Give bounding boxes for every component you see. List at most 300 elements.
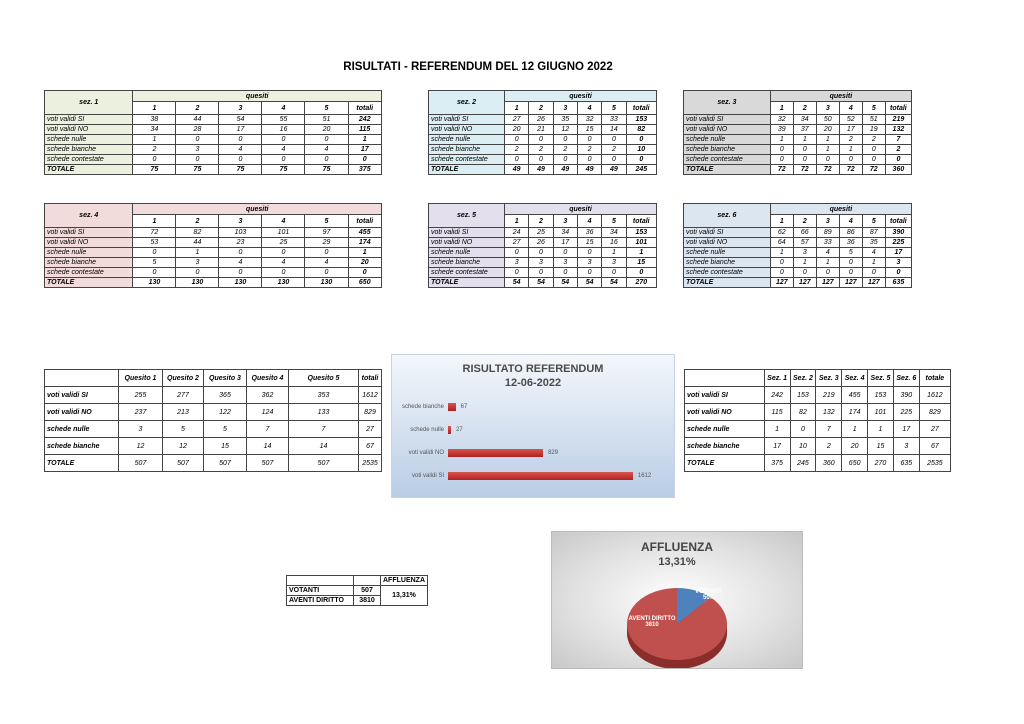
row-label: TOTALE	[685, 455, 765, 472]
column-header: 2	[529, 102, 553, 115]
cell-value: 54	[602, 278, 626, 288]
section-name: sez. 6	[684, 204, 771, 228]
bar-category-label: voti validi NO	[408, 450, 444, 456]
cell-value: 14	[602, 125, 626, 135]
cell-value: 2	[505, 145, 529, 155]
cell-value: 4	[305, 145, 348, 155]
cell-value: 17	[219, 125, 262, 135]
cell-value: 455	[348, 228, 382, 238]
column-header: totali	[359, 370, 382, 387]
cell-value: 1	[602, 248, 626, 258]
cell-value: 26	[529, 238, 553, 248]
cell-value: 2	[885, 145, 911, 155]
column-header: 5	[602, 215, 626, 228]
cell-value: 34	[602, 228, 626, 238]
quesiti-header: quesiti	[505, 204, 657, 215]
cell-value: 101	[626, 238, 656, 248]
affluenza-table	[286, 575, 428, 606]
cell-value: 1	[793, 258, 816, 268]
cell-value: 0	[305, 135, 348, 145]
row-label: schede bianche	[45, 258, 133, 268]
cell-value: 36	[839, 238, 862, 248]
cell-value: 57	[793, 238, 816, 248]
cell-value: 174	[842, 404, 868, 421]
cell-value: 0	[176, 135, 219, 145]
cell-value: 0	[793, 268, 816, 278]
cell-value: 0	[862, 155, 885, 165]
cell-value: 15	[577, 125, 601, 135]
row-label: voti validi NO	[45, 238, 133, 248]
cell-value: 2	[133, 145, 176, 155]
votanti-value: 507	[354, 586, 381, 596]
cell-value: 0	[577, 248, 601, 258]
cell-value: 3	[529, 258, 553, 268]
row-label: voti validi SI	[429, 228, 505, 238]
cell-value: 0	[176, 155, 219, 165]
cell-value: 0	[553, 155, 577, 165]
cell-value: 1	[176, 248, 219, 258]
cell-value: 829	[359, 404, 382, 421]
column-header: 2	[176, 102, 219, 115]
column-header: 4	[577, 215, 601, 228]
cell-value: 12	[553, 125, 577, 135]
cell-value: 27	[359, 421, 382, 438]
cell-value: 103	[219, 228, 262, 238]
cell-value: 0	[219, 135, 262, 145]
cell-value: 0	[553, 248, 577, 258]
cell-value: 33	[602, 115, 626, 125]
cell-value: 507	[119, 455, 163, 472]
cell-value: 28	[176, 125, 219, 135]
cell-value: 4	[305, 258, 348, 268]
column-header: Quesito 1	[119, 370, 163, 387]
cell-value: 2	[816, 438, 842, 455]
cell-value: 237	[119, 404, 163, 421]
row-label: TOTALE	[45, 165, 133, 175]
cell-value: 82	[176, 228, 219, 238]
row-label: schede bianche	[429, 258, 505, 268]
column-header: 4	[839, 215, 862, 228]
section-table-5	[428, 203, 657, 288]
cell-value: 38	[133, 115, 176, 125]
row-label: schede nulle	[45, 248, 133, 258]
cell-value: 132	[816, 404, 842, 421]
cell-value: 277	[163, 387, 204, 404]
cell-value: 2535	[359, 455, 382, 472]
cell-value: 27	[505, 238, 529, 248]
row-label: schede contestate	[429, 155, 505, 165]
corner-cell	[45, 370, 119, 387]
cell-value: 174	[348, 238, 382, 248]
cell-value: 362	[247, 387, 289, 404]
row-label: schede bianche	[429, 145, 505, 155]
cell-value: 17	[764, 438, 790, 455]
column-header: Quesito 5	[289, 370, 359, 387]
column-header: 2	[529, 215, 553, 228]
section-name: sez. 3	[684, 91, 771, 115]
cell-value: 72	[770, 165, 793, 175]
cell-value: 72	[839, 165, 862, 175]
column-header: 3	[553, 215, 577, 228]
aventi-diritto-value: 3810	[354, 596, 381, 606]
cell-value: 353	[289, 387, 359, 404]
cell-value: 650	[842, 455, 868, 472]
cell-value: 16	[602, 238, 626, 248]
cell-value: 16	[262, 125, 305, 135]
cell-value: 127	[816, 278, 839, 288]
column-header: Sez. 4	[842, 370, 868, 387]
cell-value: 0	[262, 268, 305, 278]
cell-value: 36	[577, 228, 601, 238]
cell-value: 130	[133, 278, 176, 288]
cell-value: 67	[919, 438, 950, 455]
chart-title: RISULTATO REFERENDUM	[462, 363, 604, 375]
row-label: voti validi SI	[684, 228, 771, 238]
summary-by-section-table	[684, 369, 951, 472]
cell-value: 0	[553, 135, 577, 145]
column-header: Sez. 3	[816, 370, 842, 387]
cell-value: 0	[505, 268, 529, 278]
row-label: voti validi NO	[684, 238, 771, 248]
column-header: Quesito 3	[204, 370, 247, 387]
cell-value: 20	[816, 125, 839, 135]
cell-value: 375	[348, 165, 382, 175]
cell-value: 25	[262, 238, 305, 248]
cell-value: 4	[262, 258, 305, 268]
cell-value: 375	[764, 455, 790, 472]
column-header: Quesito 2	[163, 370, 204, 387]
row-label: voti validi SI	[45, 387, 119, 404]
cell-value: 3	[885, 258, 911, 268]
cell-value: 0	[862, 268, 885, 278]
cell-value: 14	[289, 438, 359, 455]
cell-value: 0	[262, 248, 305, 258]
cell-value: 0	[176, 268, 219, 278]
row-label: TOTALE	[684, 278, 771, 288]
row-label: voti validi NO	[45, 404, 119, 421]
cell-value: 3	[553, 258, 577, 268]
cell-value: 7	[885, 135, 911, 145]
bar-value-label: 67	[460, 404, 468, 410]
cell-value: 0	[305, 248, 348, 258]
cell-value: 67	[359, 438, 382, 455]
cell-value: 1	[348, 248, 382, 258]
column-header: 4	[262, 215, 305, 228]
cell-value: 23	[219, 238, 262, 248]
cell-value: 0	[816, 155, 839, 165]
cell-value: 20	[305, 125, 348, 135]
cell-value: 4	[862, 248, 885, 258]
cell-value: 0	[577, 135, 601, 145]
cell-value: 0	[133, 248, 176, 258]
row-label: schede contestate	[45, 268, 133, 278]
column-header: 3	[816, 102, 839, 115]
affluenza-percent: 13,31%	[381, 586, 428, 606]
section-name: sez. 5	[429, 204, 505, 228]
column-header: 5	[305, 102, 348, 115]
column-header: 5	[305, 215, 348, 228]
row-label: TOTALE	[429, 278, 505, 288]
cell-value: 0	[577, 155, 601, 165]
cell-value: 54	[577, 278, 601, 288]
cell-value: 1	[816, 135, 839, 145]
bar-category-label: schede nulle	[410, 427, 444, 433]
cell-value: 3	[176, 145, 219, 155]
column-header: 2	[793, 215, 816, 228]
cell-value: 0	[305, 155, 348, 165]
cell-value: 1	[862, 258, 885, 268]
cell-value: 4	[262, 145, 305, 155]
cell-value: 0	[219, 155, 262, 165]
cell-value: 64	[770, 238, 793, 248]
cell-value: 20	[505, 125, 529, 135]
column-header: 5	[602, 102, 626, 115]
cell-value: 39	[770, 125, 793, 135]
cell-value: 17	[839, 125, 862, 135]
cell-value: 27	[919, 421, 950, 438]
cell-value: 127	[770, 278, 793, 288]
cell-value: 0	[602, 155, 626, 165]
cell-value: 17	[885, 248, 911, 258]
cell-value: 1	[816, 258, 839, 268]
row-label: schede bianche	[45, 145, 133, 155]
cell-value: 635	[893, 455, 919, 472]
cell-value: 0	[793, 145, 816, 155]
column-header: totali	[626, 215, 656, 228]
cell-value: 75	[262, 165, 305, 175]
column-header: 1	[133, 215, 176, 228]
pie-label-votanti: VOTANTI 507	[695, 589, 721, 601]
section-name: sez. 4	[45, 204, 133, 228]
cell-value: 0	[262, 135, 305, 145]
pie-title: AFFLUENZA	[641, 540, 713, 554]
cell-value: 51	[862, 115, 885, 125]
row-label: schede nulle	[429, 135, 505, 145]
cell-value: 2535	[919, 455, 950, 472]
cell-value: 122	[204, 404, 247, 421]
cell-value: 44	[176, 238, 219, 248]
quesiti-header: quesiti	[133, 204, 382, 215]
cell-value: 2	[839, 135, 862, 145]
cell-value: 72	[793, 165, 816, 175]
chart-subtitle: 12-06-2022	[504, 377, 562, 389]
cell-value: 1	[839, 145, 862, 155]
cell-value: 37	[793, 125, 816, 135]
row-label: schede nulle	[684, 248, 771, 258]
bar-value-label: 829	[548, 450, 559, 456]
column-header: totali	[885, 102, 911, 115]
column-header: totali	[348, 102, 382, 115]
cell-value: 0	[839, 155, 862, 165]
cell-value: 0	[348, 268, 382, 278]
cell-value: 0	[885, 268, 911, 278]
cell-value: 2	[602, 145, 626, 155]
row-label: voti validi NO	[45, 125, 133, 135]
cell-value: 62	[770, 228, 793, 238]
corner-cell	[685, 370, 765, 387]
cell-value: 153	[626, 115, 656, 125]
cell-value: 242	[764, 387, 790, 404]
section-table-1	[44, 90, 382, 175]
row-label: voti validi SI	[45, 228, 133, 238]
cell-value: 133	[289, 404, 359, 421]
column-header: totale	[919, 370, 950, 387]
cell-value: 82	[626, 125, 656, 135]
cell-value: 17	[893, 421, 919, 438]
cell-value: 225	[893, 404, 919, 421]
cell-value: 82	[790, 404, 816, 421]
row-label: schede contestate	[684, 268, 771, 278]
cell-value: 3	[893, 438, 919, 455]
cell-value: 54	[505, 278, 529, 288]
cell-value: 1	[793, 135, 816, 145]
cell-value: 0	[626, 155, 656, 165]
cell-value: 3	[176, 258, 219, 268]
pie-label-aventi-diritto: AVENTI DIRITTO 3810	[628, 616, 676, 628]
bar	[448, 472, 633, 480]
column-header: 4	[577, 102, 601, 115]
cell-value: 21	[529, 125, 553, 135]
cell-value: 0	[262, 155, 305, 165]
row-label: TOTALE	[45, 455, 119, 472]
cell-value: 0	[770, 258, 793, 268]
cell-value: 1612	[919, 387, 950, 404]
cell-value: 0	[790, 421, 816, 438]
cell-value: 10	[626, 145, 656, 155]
cell-value: 34	[793, 115, 816, 125]
cell-value: 15	[626, 258, 656, 268]
cell-value: 507	[204, 455, 247, 472]
column-header: 3	[219, 215, 262, 228]
cell-value: 1612	[359, 387, 382, 404]
row-label: schede nulle	[684, 135, 771, 145]
summary-by-quesito-table	[44, 369, 382, 472]
cell-value: 20	[842, 438, 868, 455]
bar-category-label: schede bianche	[401, 404, 444, 410]
cell-value: 66	[793, 228, 816, 238]
row-label: TOTALE	[45, 278, 133, 288]
cell-value: 219	[885, 115, 911, 125]
cell-value: 10	[790, 438, 816, 455]
cell-value: 54	[553, 278, 577, 288]
cell-value: 5	[839, 248, 862, 258]
cell-value: 12	[119, 438, 163, 455]
column-header: 1	[770, 102, 793, 115]
column-header: 1	[770, 215, 793, 228]
cell-value: 1	[816, 145, 839, 155]
column-header: 4	[262, 102, 305, 115]
row-label: voti validi SI	[685, 387, 765, 404]
cell-value: 2	[862, 135, 885, 145]
cell-value: 0	[529, 135, 553, 145]
cell-value: 130	[262, 278, 305, 288]
cell-value: 5	[163, 421, 204, 438]
cell-value: 24	[505, 228, 529, 238]
column-header: Sez. 2	[790, 370, 816, 387]
column-header: Sez. 5	[868, 370, 894, 387]
cell-value: 127	[862, 278, 885, 288]
cell-value: 242	[348, 115, 382, 125]
cell-value: 3	[505, 258, 529, 268]
row-label: voti validi SI	[429, 115, 505, 125]
section-table-6	[683, 203, 912, 288]
cell-value: 0	[626, 135, 656, 145]
cell-value: 35	[553, 115, 577, 125]
cell-value: 5	[133, 258, 176, 268]
cell-value: 34	[133, 125, 176, 135]
row-label: voti validi NO	[429, 125, 505, 135]
section-table-4	[44, 203, 382, 288]
column-header: totali	[626, 102, 656, 115]
cell-value: 32	[577, 115, 601, 125]
cell-value: 219	[816, 387, 842, 404]
cell-value: 153	[626, 228, 656, 238]
row-label: voti validi SI	[45, 115, 133, 125]
cell-value: 0	[770, 155, 793, 165]
cell-value: 54	[219, 115, 262, 125]
section-name: sez. 2	[429, 91, 505, 115]
cell-value: 55	[262, 115, 305, 125]
cell-value: 27	[505, 115, 529, 125]
cell-value: 25	[529, 228, 553, 238]
column-header: 5	[862, 102, 885, 115]
cell-value: 365	[204, 387, 247, 404]
cell-value: 87	[862, 228, 885, 238]
cell-value: 0	[505, 135, 529, 145]
cell-value: 0	[862, 145, 885, 155]
cell-value: 35	[862, 238, 885, 248]
column-header: totali	[348, 215, 382, 228]
cell-value: 1	[770, 248, 793, 258]
row-label: voti validi NO	[685, 404, 765, 421]
cell-value: 507	[247, 455, 289, 472]
cell-value: 14	[247, 438, 289, 455]
cell-value: 17	[348, 145, 382, 155]
section-table-2	[428, 90, 657, 175]
column-header: Sez. 6	[893, 370, 919, 387]
cell-value: 51	[305, 115, 348, 125]
cell-value: 0	[505, 248, 529, 258]
cell-value: 270	[626, 278, 656, 288]
row-label: voti validi NO	[684, 125, 771, 135]
cell-value: 3	[793, 248, 816, 258]
cell-value: 75	[305, 165, 348, 175]
cell-value: 7	[816, 421, 842, 438]
column-header: Sez. 1	[764, 370, 790, 387]
cell-value: 72	[816, 165, 839, 175]
row-label: TOTALE	[429, 165, 505, 175]
cell-value: 49	[529, 165, 553, 175]
row-label: voti validi SI	[684, 115, 771, 125]
cell-value: 0	[885, 155, 911, 165]
column-header: 5	[862, 215, 885, 228]
cell-value: 507	[163, 455, 204, 472]
affluenza-header: AFFLUENZA	[381, 576, 428, 586]
cell-value: 75	[176, 165, 219, 175]
cell-value: 255	[119, 387, 163, 404]
cell-value: 0	[219, 268, 262, 278]
cell-value: 52	[839, 115, 862, 125]
row-label: schede bianche	[45, 438, 119, 455]
cell-value: 86	[839, 228, 862, 238]
row-label: schede bianche	[684, 145, 771, 155]
row-label: schede nulle	[685, 421, 765, 438]
cell-value: 29	[305, 238, 348, 248]
cell-value: 50	[816, 115, 839, 125]
affluenza-pie-chart	[551, 531, 803, 669]
cell-value: 0	[839, 258, 862, 268]
affluenza-corner-2	[354, 576, 381, 586]
